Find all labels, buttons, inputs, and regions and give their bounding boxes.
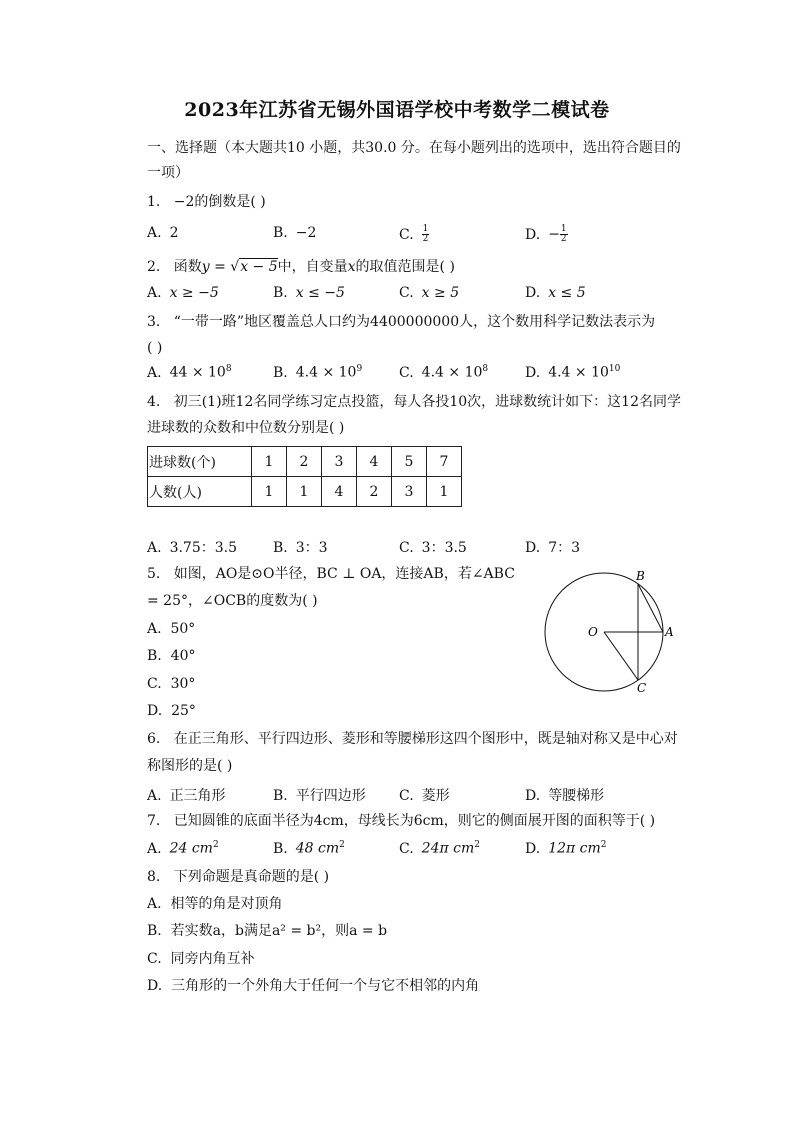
- option-c: C. 3：3.5: [399, 540, 467, 556]
- question-text: 函数: [173, 259, 202, 275]
- option-c: C. $4.4 \times 10^8$: [399, 364, 489, 381]
- table-cell: 5: [392, 447, 427, 477]
- option-d: D. 7：3: [525, 540, 581, 556]
- table-cell: 4: [357, 447, 392, 477]
- option-c: C. $\frac{1}{2}$: [399, 224, 429, 244]
- question-number: 1.: [147, 194, 161, 210]
- section-heading-line1: 一、选择题（本大题共10 小题，共30.0 分。在每小题列出的选项中，选出符合题目的: [147, 140, 681, 156]
- option-b: B. x ≤ −5: [273, 285, 345, 301]
- page-title: 2023年江苏省无锡外国语学校中考数学二模试卷: [184, 99, 610, 121]
- segment-ab: [638, 584, 663, 632]
- square-root: x − 5: [240, 259, 278, 275]
- question-7-stem: [147, 812, 655, 830]
- circle-geometry-figure: [534, 566, 684, 698]
- option-a: A. $44 \times 10^8$: [147, 364, 232, 381]
- option-a: A. 正三角形: [147, 788, 226, 804]
- option-c: C. 24π $cm^2$: [399, 840, 480, 857]
- fraction: $\frac{1}{2}$: [560, 224, 567, 244]
- label-a: A: [665, 625, 674, 639]
- option-c: C. 30°: [147, 676, 196, 692]
- question-7-options: [147, 840, 707, 860]
- table-cell: 1: [287, 477, 322, 507]
- label-c: C: [637, 681, 647, 695]
- table-row: [148, 447, 462, 477]
- variable-x: x: [347, 259, 356, 275]
- question-1-options: [147, 225, 707, 245]
- question-3-stem-line2: ( ): [147, 340, 163, 356]
- question-text: 的取值范围是( ): [355, 259, 455, 275]
- option-c: C. x ≥ 5: [399, 285, 460, 301]
- option-d: D. 12π $cm^2$: [525, 840, 607, 857]
- question-text: 中，自变量: [277, 259, 348, 275]
- option-a: A. 3.75：3.5: [147, 540, 237, 556]
- option-a: A. 50°: [147, 621, 196, 637]
- option-b: B. 40°: [147, 648, 196, 664]
- question-4-stem-line2: 进球数的众数和中位数分别是( ): [147, 420, 345, 436]
- option-d: D. 25°: [147, 703, 196, 719]
- question-text: 在正三角形、平行四边形、菱形和等腰梯形这四个图形中，既是轴对称又是中心对: [173, 731, 678, 747]
- question-2-options: [147, 285, 707, 305]
- option-c: C. 菱形: [399, 788, 450, 804]
- question-5-stem-line2: = 25°，∠OCB的度数为( ): [147, 593, 318, 609]
- table-cell: 4: [322, 477, 357, 507]
- option-a: A. 24 $cm^2$: [147, 840, 219, 857]
- question-4-stem-line1: [147, 393, 681, 411]
- statistics-table: [147, 446, 462, 507]
- option-d: D. 等腰梯形: [525, 788, 605, 804]
- table-cell: 3: [322, 447, 357, 477]
- question-number: 7.: [147, 813, 161, 829]
- option-a: A. 相等的角是对顶角: [147, 896, 283, 912]
- option-c: C. 同旁内角互补: [147, 951, 255, 967]
- option-b: B. 若实数a，b满足a² = b²，则a = b: [147, 923, 388, 939]
- question-4-options: [147, 537, 707, 557]
- question-6-options: [147, 785, 707, 805]
- question-3-options: [147, 364, 707, 384]
- question-6-stem-line2: 称图形的是( ): [147, 758, 233, 774]
- option-a: A. 2: [147, 225, 179, 241]
- section-heading-line2: 一项）: [147, 165, 189, 181]
- question-number: 4.: [147, 394, 161, 410]
- option-b: B. $4.4 \times 10^9$: [273, 364, 363, 381]
- table-cell: 3: [392, 477, 427, 507]
- question-number: 5.: [147, 566, 161, 582]
- variable-y: y: [201, 259, 210, 275]
- question-number: 3.: [147, 314, 161, 330]
- table-cell: 7: [427, 447, 462, 477]
- question-text: “一带一路”地区覆盖总人口约为4400000000人，这个数用科学记数法表示为: [173, 314, 656, 330]
- question-number: 6.: [147, 731, 161, 747]
- question-3-stem-line1: [147, 313, 655, 331]
- table-cell: 1: [252, 447, 287, 477]
- question-text: 初三(1)班12名同学练习定点投篮，每人各投10次，进球数统计如下：这12名同学: [173, 394, 681, 410]
- option-b: B. 48 $cm^2$: [273, 840, 345, 857]
- label-o: O: [588, 625, 598, 639]
- option-d: D. $4.4 \times 10^{10}$: [525, 364, 621, 381]
- question-1-stem: [147, 193, 266, 211]
- table-cell: 1: [427, 477, 462, 507]
- option-d: D. x ≤ 5: [525, 285, 586, 301]
- equals-sign: =: [209, 259, 231, 275]
- question-2-stem: 2. 函数y = √x − 5中，自变量x的取值范围是( ): [147, 259, 455, 275]
- segment-oc: [604, 632, 638, 680]
- table-cell: 1: [252, 477, 287, 507]
- question-5-stem-line1: [147, 565, 515, 583]
- fraction: $\frac{1}{2}$: [422, 224, 429, 244]
- table-header-cell: 人数(人): [148, 477, 252, 507]
- question-6-stem-line1: [147, 730, 678, 748]
- label-b: B: [636, 569, 645, 583]
- option-b: B. 平行四边形: [273, 788, 366, 804]
- table-cell: 2: [287, 447, 322, 477]
- question-text: 如图，AO是⊙O半径，BC ⊥ OA，连接AB，若∠ABC: [173, 566, 515, 582]
- question-8-stem: [147, 868, 329, 886]
- question-text: −2的倒数是( ): [173, 194, 266, 210]
- option-d: D. − $\frac{1}{2}$: [525, 224, 567, 244]
- question-number: 8.: [147, 869, 161, 885]
- table-header-cell: 进球数(个): [148, 447, 252, 477]
- question-number: 2.: [147, 259, 161, 275]
- option-b: B. 3：3: [273, 540, 328, 556]
- table-row: [148, 477, 462, 507]
- option-d: D. 三角形的一个外角大于任何一个与它不相邻的内角: [147, 978, 480, 994]
- option-b: B. −2: [273, 225, 317, 241]
- question-text: 已知圆锥的底面半径为4cm，母线长为6cm，则它的侧面展开图的面积等于( ): [173, 813, 656, 829]
- table-cell: 2: [357, 477, 392, 507]
- option-a: A. x ≥ −5: [147, 285, 219, 301]
- question-text: 下列命题是真命题的是( ): [173, 869, 330, 885]
